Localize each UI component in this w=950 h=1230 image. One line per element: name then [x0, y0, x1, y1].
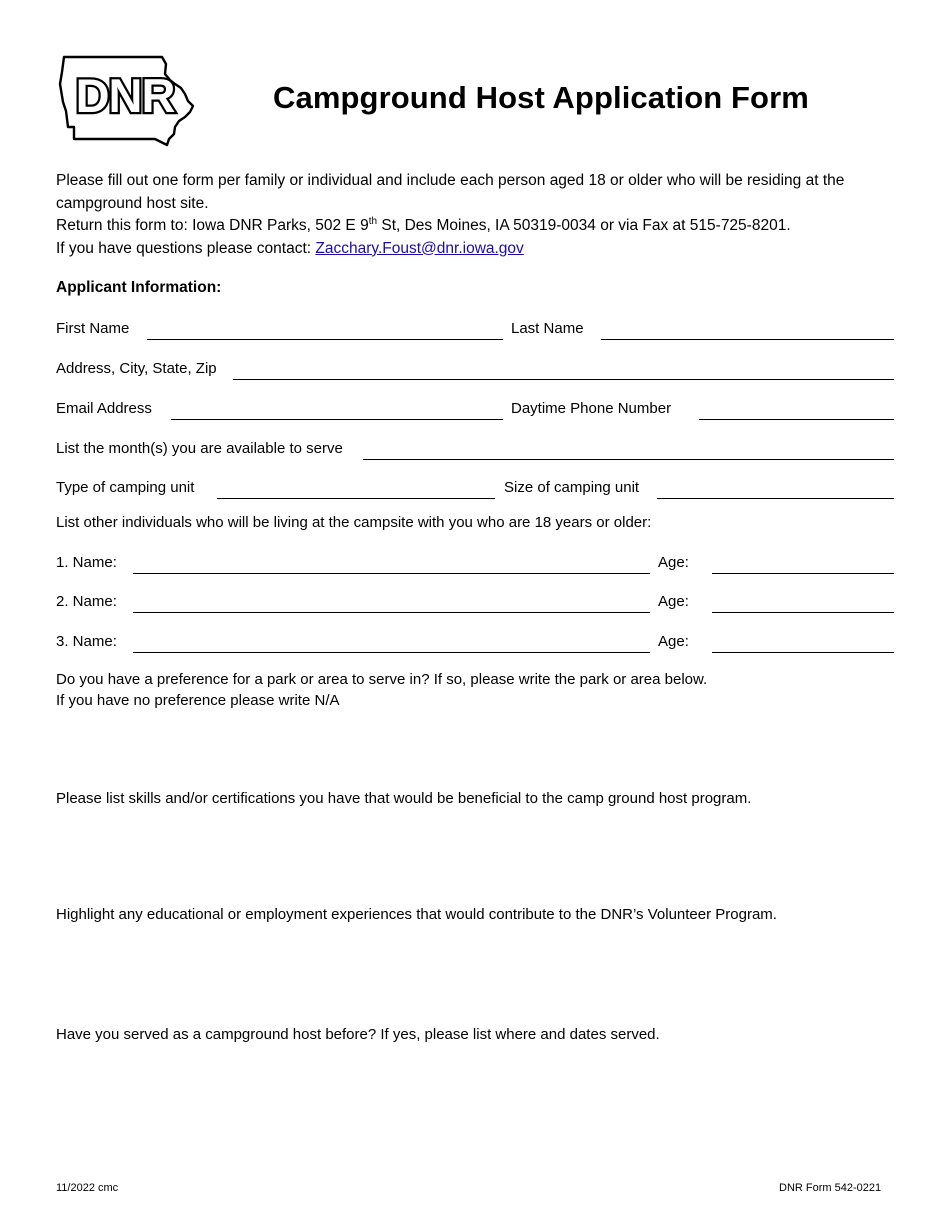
unit-size-label: Size of camping unit — [504, 479, 640, 496]
email-label: Email Address — [56, 400, 152, 417]
skills-question: Please list skills and/or certifications you have that would be beneficial to the camp ground host program. — [56, 790, 752, 807]
footer-form-number: DNR Form 542-0221 — [779, 1182, 882, 1194]
served-before-question: Have you served as a campground host before? If yes, please list where and dates served. — [56, 1026, 660, 1043]
phone-label: Daytime Phone Number — [511, 400, 672, 417]
ordinal-suffix: th — [368, 215, 378, 227]
other-name-label: 1. Name: — [56, 554, 117, 571]
unit-type-field[interactable] — [217, 498, 495, 499]
first-name-label: First Name — [56, 320, 130, 337]
last-name-label: Last Name — [511, 320, 584, 337]
address-field[interactable] — [233, 379, 894, 380]
svg-text:DNR: DNR — [75, 69, 175, 122]
return-prefix: Return this form to: Iowa DNR Parks, 502 E 9 — [56, 217, 369, 234]
contact-prefix: If you have questions please contact: — [56, 239, 316, 257]
unit-size-field[interactable] — [657, 498, 894, 499]
instructions-line: Please fill out one form per family or individual and include each person aged 18 or older who will be residing at the campground host site. — [56, 172, 845, 212]
other-name-field[interactable] — [133, 612, 650, 613]
months-field[interactable] — [363, 459, 894, 460]
return-address — [56, 215, 896, 238]
return-suffix: St, Des Moines, IA 50319-0034 or via Fax at 515-725-8201. — [377, 217, 791, 234]
other-name-label: 3. Name: — [56, 633, 117, 650]
months-label: List the month(s) you are available to serve — [56, 440, 343, 457]
others-prompt: List other individuals who will be living at the campsite with you who are 18 years or older: — [56, 514, 652, 531]
other-age-field[interactable] — [712, 652, 894, 653]
unit-type-label: Type of camping unit — [56, 479, 195, 496]
email-field[interactable] — [171, 419, 503, 420]
contact-line — [56, 238, 896, 261]
preference-question-line: Do you have a preference for a park or area to serve in? If so, please write the park or area below. — [56, 671, 708, 688]
dnr-logo — [54, 54, 196, 148]
instructions — [56, 170, 896, 260]
first-name-field[interactable] — [147, 339, 503, 340]
other-age-label: Age: — [658, 633, 689, 650]
applicant-info-heading: Applicant Information: — [56, 279, 222, 296]
other-name-label: 2. Name: — [56, 593, 117, 610]
other-name-field[interactable] — [133, 573, 650, 574]
other-age-field[interactable] — [712, 612, 894, 613]
preference-question-line: If you have no preference please write N/A — [56, 692, 340, 709]
last-name-field[interactable] — [601, 339, 894, 340]
other-age-label: Age: — [658, 593, 689, 610]
other-age-label: Age: — [658, 554, 689, 571]
experience-question: Highlight any educational or employment experiences that would contribute to the DNR’s Volunteer Program. — [56, 906, 777, 923]
address-label: Address, City, State, Zip — [56, 360, 217, 377]
page-title: Campground Host Application Form — [273, 80, 809, 115]
other-age-field[interactable] — [712, 573, 894, 574]
footer-date-code: 11/2022 cmc — [56, 1182, 119, 1194]
preference-question — [56, 669, 896, 711]
other-name-field[interactable] — [133, 652, 650, 653]
contact-email-link[interactable]: Zacchary.Foust@dnr.iowa.gov — [315, 239, 524, 257]
phone-field[interactable] — [699, 419, 894, 420]
